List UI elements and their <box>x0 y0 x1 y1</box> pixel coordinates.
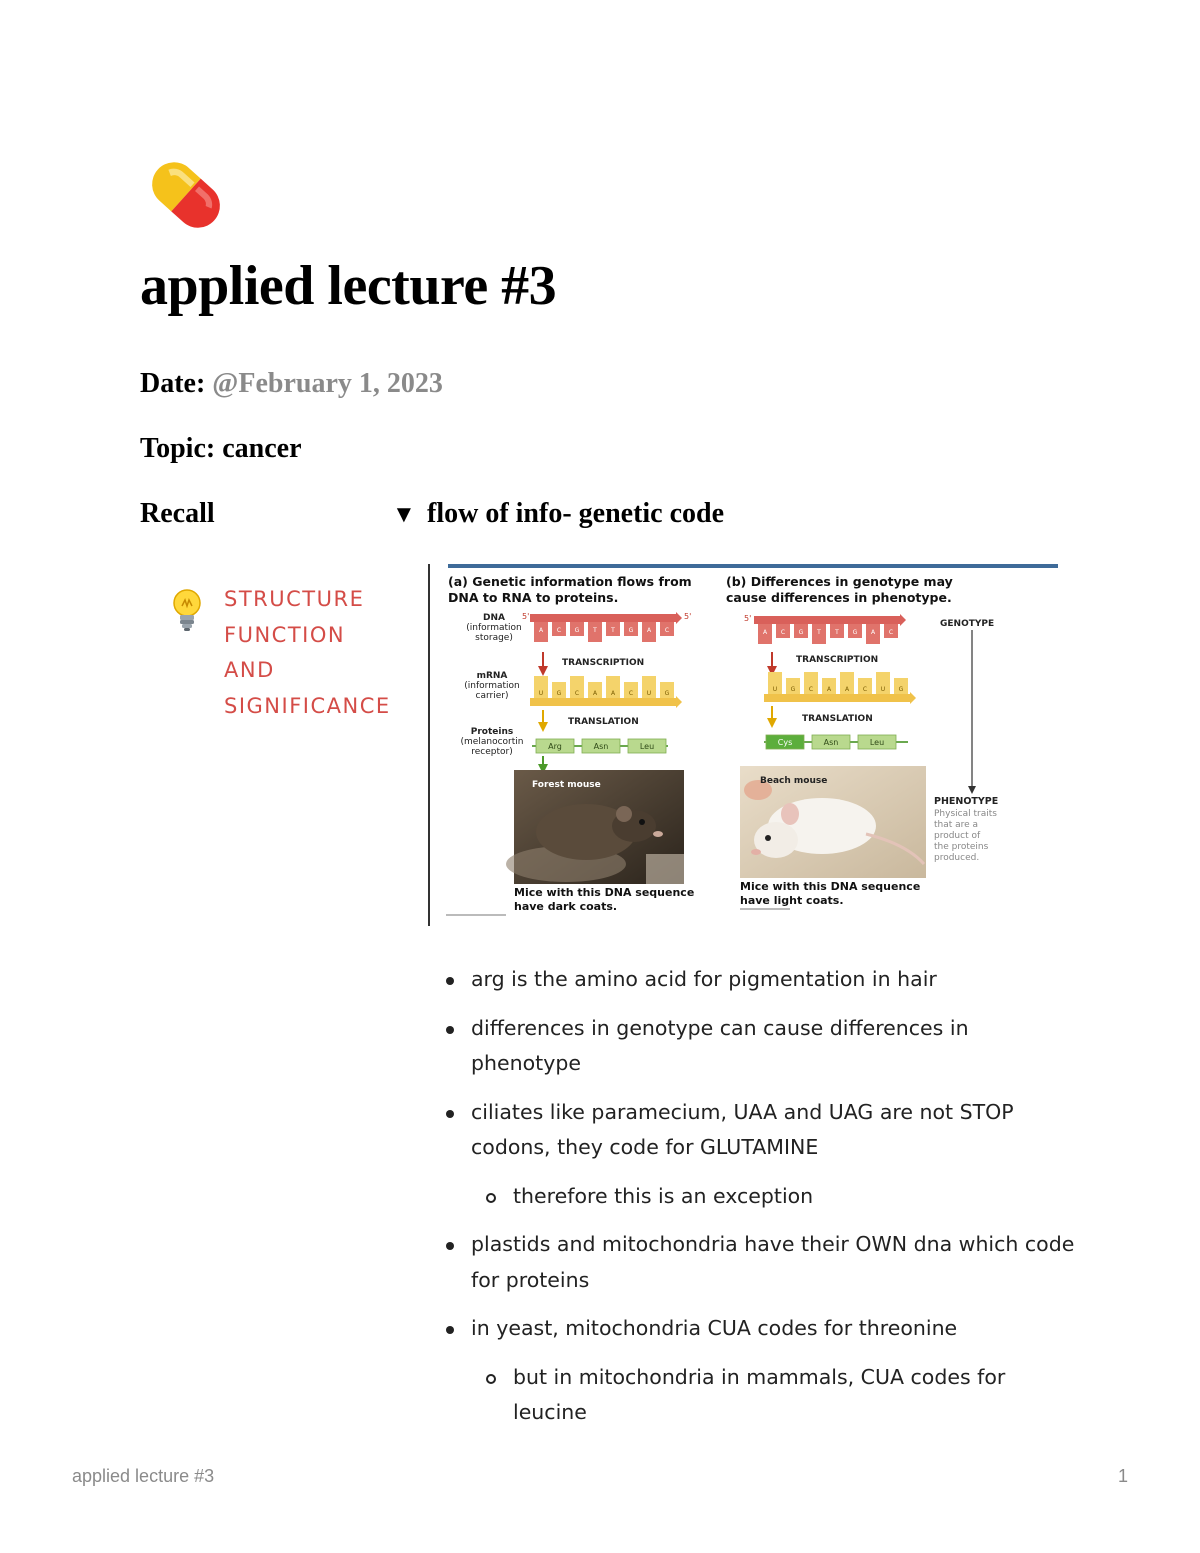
dna-base-letter: A <box>646 627 652 634</box>
page-title: applied lecture #3 <box>140 255 557 317</box>
dna-base-letter: A <box>538 627 544 634</box>
list-item: differences in genotype can cause differences in phenotype <box>444 1011 1084 1082</box>
list-item: arg is the amino acid for pigmentation in hair <box>444 962 1084 998</box>
topic-value: cancer <box>222 433 302 464</box>
panel-a-caption-1: (a) Genetic information flows from <box>448 574 692 589</box>
dna-base-letter: G <box>852 629 858 636</box>
callout-line: STRUCTURE <box>224 587 365 611</box>
strand-end-3: 5' <box>684 612 692 621</box>
panel-b-caption-1: (b) Differences in genotype may <box>726 574 953 589</box>
mrna-base-letter: C <box>808 686 814 693</box>
panel-b-photo-caption-2: have light coats. <box>740 894 844 907</box>
list-item: plastids and mitochondria have their OWN dna which code for proteins <box>444 1227 1084 1298</box>
mrna-base-letter: U <box>538 690 544 697</box>
mrna-base-letter: A <box>592 690 598 697</box>
list-item: in yeast, mitochondria CUA codes for threonine <box>444 1311 1084 1347</box>
mrna-base-letter: C <box>628 690 634 697</box>
column-divider <box>428 564 430 926</box>
date-label: Date: <box>140 368 206 399</box>
nested-list-item: but in mitochondria in mammals, CUA codes for leucine <box>486 1360 1084 1431</box>
pill-icon <box>140 150 232 240</box>
translation-arrow <box>542 710 544 724</box>
dna-base-letter: T <box>817 629 821 636</box>
lightbulb-icon <box>170 588 204 632</box>
mrna-base-letter: U <box>646 690 652 697</box>
mrna-base-letter: U <box>772 686 778 693</box>
dna-base-letter: T <box>593 627 597 634</box>
footer-page-number: 1 <box>1118 1466 1129 1486</box>
date-property <box>140 366 443 402</box>
dna-label-3: storage) <box>475 633 513 643</box>
mrna-base-letter: C <box>862 686 868 693</box>
genetic-code-figure <box>446 564 1060 924</box>
list-item: ciliates like paramecium, UAA and UAG are not STOP codons, they code for GLUTAMINE <box>444 1095 1084 1166</box>
proteins-label-1: Proteins <box>470 727 514 737</box>
panel-b-caption-2: cause differences in phenotype. <box>726 590 952 605</box>
amino-acid-label: Asn <box>823 738 839 747</box>
amino-acid-label: Arg <box>548 742 562 751</box>
dna-base-letter: C <box>780 629 786 636</box>
transcription-label-b: TRANSCRIPTION <box>796 655 879 665</box>
dna-base-letter: C <box>888 629 894 636</box>
beach-mouse-label: Beach mouse <box>760 776 828 786</box>
callout-line: FUNCTION <box>224 622 346 647</box>
panel-a <box>446 574 694 916</box>
amino-acid-label: Leu <box>639 742 655 751</box>
dna-base-letter: T <box>835 629 839 636</box>
nested-list-item: therefore this is an exception <box>486 1179 1084 1215</box>
phenotype-desc: product of <box>934 831 981 841</box>
dna-arrowhead <box>676 612 682 624</box>
panel-a-photo-caption-2: have dark coats. <box>514 900 618 913</box>
dna-label-1: DNA <box>483 613 505 623</box>
toggle-flow-of-info[interactable] <box>392 496 724 533</box>
mrna-base-letter: U <box>880 686 886 693</box>
bullet-list <box>444 962 1084 1444</box>
footer-title: applied lecture #3 <box>72 1466 215 1486</box>
dna-backbone <box>530 614 676 622</box>
dna-base-letter: C <box>664 627 670 634</box>
mrna-base-letter: G <box>556 690 562 697</box>
dna-base-letter: G <box>628 627 634 634</box>
forest-mouse-label: Forest mouse <box>532 780 601 790</box>
dna-label-2: (information <box>466 623 522 633</box>
mrna-base-letter: A <box>826 686 832 693</box>
dna-base-letter: T <box>611 627 615 634</box>
transcription-arrow <box>542 652 544 668</box>
dna-base-letter: A <box>762 629 768 636</box>
mrna-label-2: (information <box>464 681 520 691</box>
amino-acid-label: Leu <box>869 738 885 747</box>
mrna-label-3: carrier) <box>475 691 509 701</box>
phenotype-desc: the proteins <box>934 842 989 852</box>
mrna-base-letter: C <box>574 690 580 697</box>
mrna-base-letter: G <box>898 686 904 693</box>
topic-label: Topic: <box>140 433 216 464</box>
proteins-label-3: receptor) <box>471 747 513 757</box>
phenotype-desc: produced. <box>934 853 980 863</box>
dna-base-letter: C <box>556 627 562 634</box>
genotype-label: GENOTYPE <box>940 619 995 629</box>
callout-line: SIGNIFICANCE <box>224 693 391 718</box>
amino-acid-label: Cys <box>777 738 793 747</box>
amino-acid-label: Asn <box>593 742 609 751</box>
dna-base-letter: A <box>870 629 876 636</box>
mrna-base-letter: G <box>790 686 796 693</box>
recall-label: Recall <box>140 498 215 529</box>
mrna-base-letter: A <box>844 686 850 693</box>
phenotype-desc: that are a <box>934 820 979 830</box>
toggle-heading: flow of info- genetic code <box>427 498 725 529</box>
topic-property <box>140 431 302 467</box>
mrna-backbone <box>530 698 676 706</box>
transcription-label-a: TRANSCRIPTION <box>562 658 645 668</box>
mrna-label-1: mRNA <box>476 671 508 681</box>
panel-b-photo-caption-1: Mice with this DNA sequence <box>740 880 921 893</box>
dna-base-letter: G <box>798 629 804 636</box>
svg-text:5': 5' <box>744 614 752 623</box>
strand-end-5: 5' <box>522 612 530 621</box>
phenotype-desc: Physical traits <box>934 809 997 819</box>
mrna-base-letter: A <box>610 690 616 697</box>
date-value[interactable]: @February 1, 2023 <box>212 368 443 399</box>
phenotype-label: PHENOTYPE <box>934 796 999 807</box>
toggle-caret-icon[interactable]: ▼ <box>392 502 416 528</box>
figure-top-rule <box>448 564 1058 568</box>
panel-a-caption-2: DNA to RNA to proteins. <box>448 590 619 605</box>
translation-label-a: TRANSLATION <box>568 717 639 727</box>
mrna-base-letter: G <box>664 690 670 697</box>
callout-line: AND <box>224 658 275 682</box>
translation-label-b: TRANSLATION <box>802 714 873 724</box>
panel-a-photo-caption-1: Mice with this DNA sequence <box>514 886 695 899</box>
proteins-label-2: (melanocortin <box>460 737 524 747</box>
dna-base-letter: G <box>574 627 580 634</box>
panel-b <box>726 574 998 910</box>
